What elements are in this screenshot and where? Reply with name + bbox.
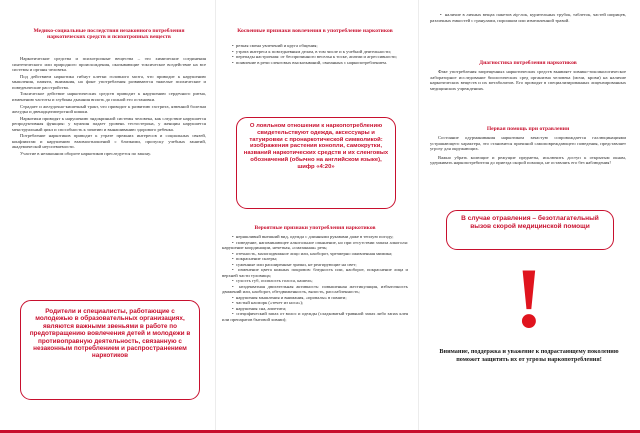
first-aid-text — [430, 135, 626, 167]
heading-diagnostics: Диагностика потребления наркотиков — [479, 60, 577, 66]
list-item: • суженные или расширенные зрачки, не реагирующие на свет; — [232, 261, 357, 267]
list-item: • покраснение склеры; — [232, 256, 278, 261]
list-item: • наличие в личных вещах пакетов zip-лок, курительных трубок, таблеток, частей шприцев, различных емкостей с гранулами, порошком или измельченной травой. — [430, 12, 626, 23]
paragraph: Токсическое действие наркотических средств приводит к нарушению сердечного ритма, изменению частоты и глубины дыхания вплоть до полной его остановки. — [12, 91, 206, 102]
list-item: • нарушения сна, аппетита; — [232, 305, 287, 311]
paragraph: Состояние одурманивания наркотиком зачастую сопровождается галлюцинациями устрашающего характера, это становится причиной самоповреждающего поведения, представляет угрозу для окружающих. — [430, 135, 626, 151]
panel-signs — [222, 0, 408, 433]
heading-probable-signs: Вероятные признаки употребления наркотиков — [254, 225, 376, 231]
fold-line-left — [215, 0, 216, 433]
list-item: • появление в речи сленговых высказываний, связанных с наркопотреблением. — [232, 59, 387, 65]
list-item: • изменение цвета кожных покровов: бледность или, наоборот, покраснение лица и верхней части туловища; — [222, 267, 408, 278]
paragraph: Наркотические средства и психотропные вещества – это химические соединения синтетического или природного происхождения, оказывающие токсическое воздействие на все системы и органы человека. — [12, 56, 206, 72]
paragraph: Важно убрать колющие и режущие предметы, исключить доступ к открытым окнам, удерживать наркопотребителя до приезда скорой помощи, не оставлять его без наблюдения! — [430, 154, 626, 165]
list-item: • частый насморк («течет из носа»); — [232, 300, 304, 305]
heading-consequences: Медико-социальные последствия незаконного потребления наркотических средств и психотропных веществ — [33, 28, 185, 41]
list-item: • специфический запах от волос и одежды (сладковатый травяной запах либо запах клея или препаратов бытовой химии); — [222, 311, 408, 322]
paragraph: Под действием наркотика гибнут клетки головного мозга, что приводит к нарушению мышления, памяти, внимания, на фоне употребления развиваются тяжелые психические и поведенческие расстройства. — [12, 73, 206, 90]
list-item: • отечность, малоподвижное лицо или, наоборот, чрезмерно оживленная мимика; — [232, 250, 393, 256]
final-message: Внимание, поддержка и уважение к подрастающему поколению поможет защитить их от угрозы наркопотребления! — [439, 348, 619, 363]
heading-first-aid: Первая помощь при отравлении — [486, 126, 570, 132]
list-item: • неряшливый внешний вид, одежда с длинными рукавами даже в теплую погоду; — [232, 234, 394, 239]
panel-consequences — [12, 0, 206, 433]
fold-line-right — [418, 0, 419, 433]
callout-symbolics-text: О лояльном отношении к наркопотреблению свидетельствуют одежда, аксессуары и татуировки с пронаркотической символикой: изображения растения конопли, самокрутки, названий наркотических средств и их сленговых обозначений (обычно на английском языке), шифр «4:20» — [243, 123, 389, 170]
heading-indirect-signs: Косвенные признаки вовлечения в употребление наркотиков — [237, 28, 393, 34]
belongings-list — [430, 12, 626, 23]
callout-symbolics — [236, 117, 396, 209]
list-item: • утрата интереса к повседневным делам, в том числе и к учебной деятельности; — [232, 48, 392, 54]
consequences-text — [12, 56, 206, 158]
panel-help — [426, 0, 628, 433]
callout-parents-text: Родители и специалисты, работающие с молодежью в образовательных организациях, являются важными звеньями в работе по предотвращению вовлечения детей и молодежи в противоправную деятельность, связанную с незаконным потреблением и распространением наркотиков — [29, 308, 191, 360]
list-item: • сухость губ, осиплость голоса, кашель; — [232, 278, 313, 283]
exclamation-icon: ! — [514, 250, 544, 346]
callout-parents — [20, 300, 200, 400]
paragraph: Участие в незаконном обороте наркотиков преследуется по закону. — [20, 151, 151, 157]
paragraph: Наркотики приводят к нарушению эндокринной системы человека, как следствие нарушается репродуктивная функция: у мужчин падает уровень тестостерона, у женщин нарушается менструальный цикл и способность к зачатию и вынашиванию здорового ребенка. — [12, 115, 206, 132]
paragraph: Факт употребления запрещенных наркотических средств выявляет химико-токсикологическое лабораторное исследование биологических сред организма человека (мочи, крови) на наличие наркотических веществ и их метаболитов. Его проводят в специализированных лицензированных медицинских учреждениях. — [430, 69, 626, 91]
list-item: • резкая смена увлечений и круга общения; — [232, 43, 318, 48]
list-item: • поведение, напоминающее алкогольное опьянение, но при отсутствии запаха алкоголя: нарушение координации, нечеткая, «смазанная» речь; — [222, 239, 408, 250]
callout-ambulance-text: В случае отравления – безотлагательный вызов скорой медицинской помощи — [461, 215, 599, 230]
paragraph: Страдает и желудочно-кишечный тракт, что приводит к развитию гастрита, язвенной болезни желудка и двенадцатиперстной кишки. — [12, 103, 206, 115]
list-item: • неадекватная двигательная активность: повышенная жестикуляция, избыточность движений или, наоборот, обездвиженность, вялость, расслабленность; — [222, 283, 409, 294]
diagnostics-text — [430, 69, 626, 92]
indirect-signs-list — [222, 43, 408, 65]
callout-ambulance — [446, 210, 614, 250]
list-item: • нарушения мышления и внимания, «провалы» в памяти; — [232, 294, 347, 300]
paragraph: Потребление наркотиков приводит к утрате прежних интересов и социальных связей, конфликтам и нарушению взаимоотношений с близкими, пропуску учебных занятий, академической неуспеваемости. — [12, 133, 206, 150]
probable-signs-list — [222, 234, 408, 322]
list-item: • перепады настроения: от беспричинного веселья к тоске, апатии и агрессивности; — [232, 54, 397, 59]
